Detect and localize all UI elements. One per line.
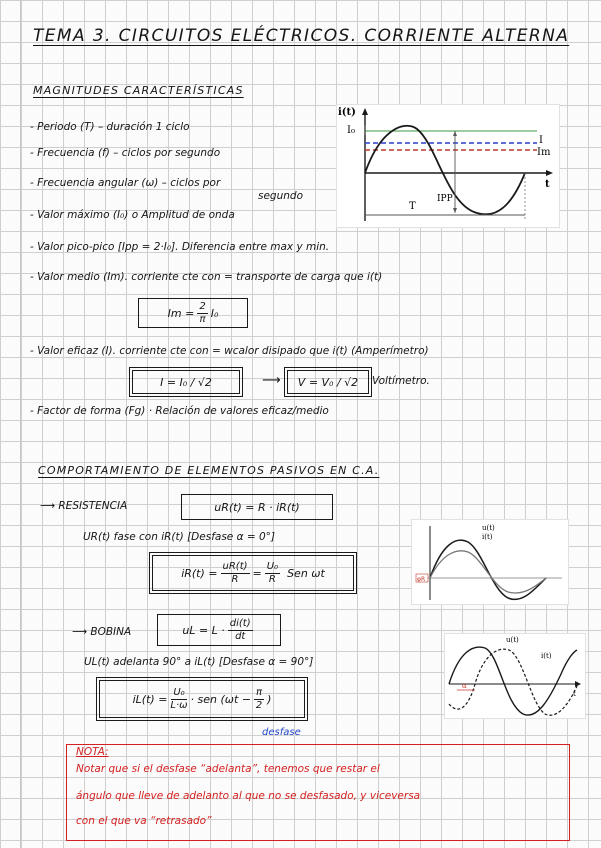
bob-formula-pi-frac (254, 688, 264, 711)
res-formula-frac1 (221, 562, 250, 585)
note-line-1: Notar que si el desfase “adelanta”, tenemos que restar el (76, 763, 380, 775)
bob-box-den: dt (235, 630, 246, 642)
bob-box-lhs: uL = L · (182, 623, 225, 637)
res-formula-frac2 (265, 562, 280, 585)
figure-sine-magnitudes (336, 104, 560, 228)
bob-label-t: t (573, 690, 576, 698)
resistencia-title: ⟶ RESISTENCIA (40, 500, 128, 512)
bob-label-it: i(t) (541, 652, 552, 660)
arrow-eficaz: ⟶ (262, 373, 281, 388)
item-valor-maximo: - Valor máximo (I₀) o Amplitud de onda (30, 209, 235, 221)
note-title: NOTA: (76, 746, 109, 758)
item-frecuencia-angular-cont: segundo (258, 190, 303, 202)
res-formula-rhs: Sen ωt (287, 566, 325, 580)
bob-formula-lhs: iL(t) = (132, 692, 168, 706)
note-line-3: con el que va “retrasado” (76, 815, 212, 827)
resistencia-phase-line: UR(t) fase con iR(t) [Desfase α = 0°] (83, 531, 276, 543)
formula-im-num: 2 (199, 300, 206, 312)
item-valor-pico-pico: - Valor pico-pico [Ipp = 2·I₀]. Diferencia entre max y min. (30, 241, 330, 253)
voltimetro-label: Voltímetro. (372, 375, 430, 387)
item-frecuencia: - Frecuencia (f) – ciclos por segundo (30, 147, 221, 159)
item-valor-eficaz: - Valor eficaz (I). corriente cte con = wcalor disipado que i(t) (Amperímetro) (30, 345, 429, 357)
formula-im-rhs: I₀ (210, 306, 219, 320)
bobina-current-formula-box (99, 680, 305, 718)
bob-formula-close: ) (267, 692, 272, 706)
label-ipp: IPP (437, 194, 453, 204)
formula-valor-medio-box (138, 298, 248, 328)
bob-box-num: di(t) (229, 617, 251, 629)
item-valor-medio: - Valor medio (Im). corriente cte con = transporte de carga que i(t) (30, 271, 383, 283)
label-im: Im (537, 147, 551, 158)
res-formula-den2: R (268, 573, 276, 585)
res-formula-lhs: iR(t) = (181, 566, 218, 580)
formula-eficaz-v-box: V = V₀ / √2 (287, 370, 369, 394)
bob-box-fraction (228, 619, 253, 642)
bob-formula-num: U₀ (173, 686, 185, 698)
bob-formula-den: L·ω (170, 699, 188, 711)
bob-formula-frac (170, 688, 187, 711)
figure-resistencia-waves (411, 519, 569, 605)
resistencia-formula-box: uR(t) = R · iR(t) (181, 494, 333, 520)
figure-resistencia-waves-svg (412, 520, 568, 604)
res-formula-num2: U₀ (266, 560, 279, 572)
figure-bobina-waves (444, 633, 586, 719)
axis-label-it: i(t) (338, 107, 356, 118)
label-i0: I₀ (347, 125, 355, 136)
formula-eficaz-i-box: I = I₀ / √2 (132, 370, 240, 394)
page-margin-line (20, 0, 21, 848)
bob-formula-pi-den: 2 (255, 699, 263, 711)
figure-sine-magnitudes-svg (337, 105, 559, 227)
label-period-t: T (409, 201, 416, 212)
bobina-phase-line: UL(t) adelanta 90° a iL(t) [Desfase α = 90°] (84, 656, 314, 668)
page-title: TEMA 3. CIRCUITOS ELÉCTRICOS. CORRIENTE ALTERNA (33, 26, 570, 46)
figure-bobina-waves-svg (445, 634, 585, 718)
item-factor-forma: - Factor de forma (Fg) · Relación de valores eficaz/medio (30, 405, 329, 417)
bobina-title: ⟶ BOBINA (72, 626, 132, 638)
bob-formula-pi-num: π (256, 686, 263, 698)
bob-marker-alpha: α (462, 682, 467, 690)
item-periodo: - Periodo (T) – duración 1 ciclo (30, 121, 190, 133)
formula-im-den: π (199, 313, 206, 325)
section-heading-magnitudes: MAGNITUDES CARACTERÍSTICAS (33, 84, 244, 97)
section-heading-comportamiento: COMPORTAMIENTO DE ELEMENTOS PASIVOS EN C.A. (38, 464, 380, 477)
res-formula-eq: = (252, 566, 262, 580)
formula-im-lhs: Im = (167, 306, 195, 320)
res-marker: φR (417, 576, 426, 583)
axis-label-t: t (545, 179, 550, 190)
res-label-ut: u(t) (482, 524, 495, 532)
res-formula-den1: R (231, 573, 239, 585)
desfase-annotation: desfase (262, 727, 301, 738)
note-line-2: ángulo que lleve de adelanto al que no se desfasado, y viceversa (76, 790, 421, 802)
bobina-formula-box (157, 614, 281, 646)
res-label-it: i(t) (482, 533, 493, 541)
label-i-eficaz: I (539, 135, 543, 146)
bob-label-ut: u(t) (506, 636, 519, 644)
item-frecuencia-angular: - Frecuencia angular (ω) – ciclos por (30, 177, 221, 189)
bob-formula-rhs: · sen (ωt − (190, 692, 252, 706)
formula-im-fraction (197, 302, 207, 325)
res-formula-num1: uR(t) (222, 560, 248, 572)
resistencia-current-formula-box (152, 555, 354, 591)
